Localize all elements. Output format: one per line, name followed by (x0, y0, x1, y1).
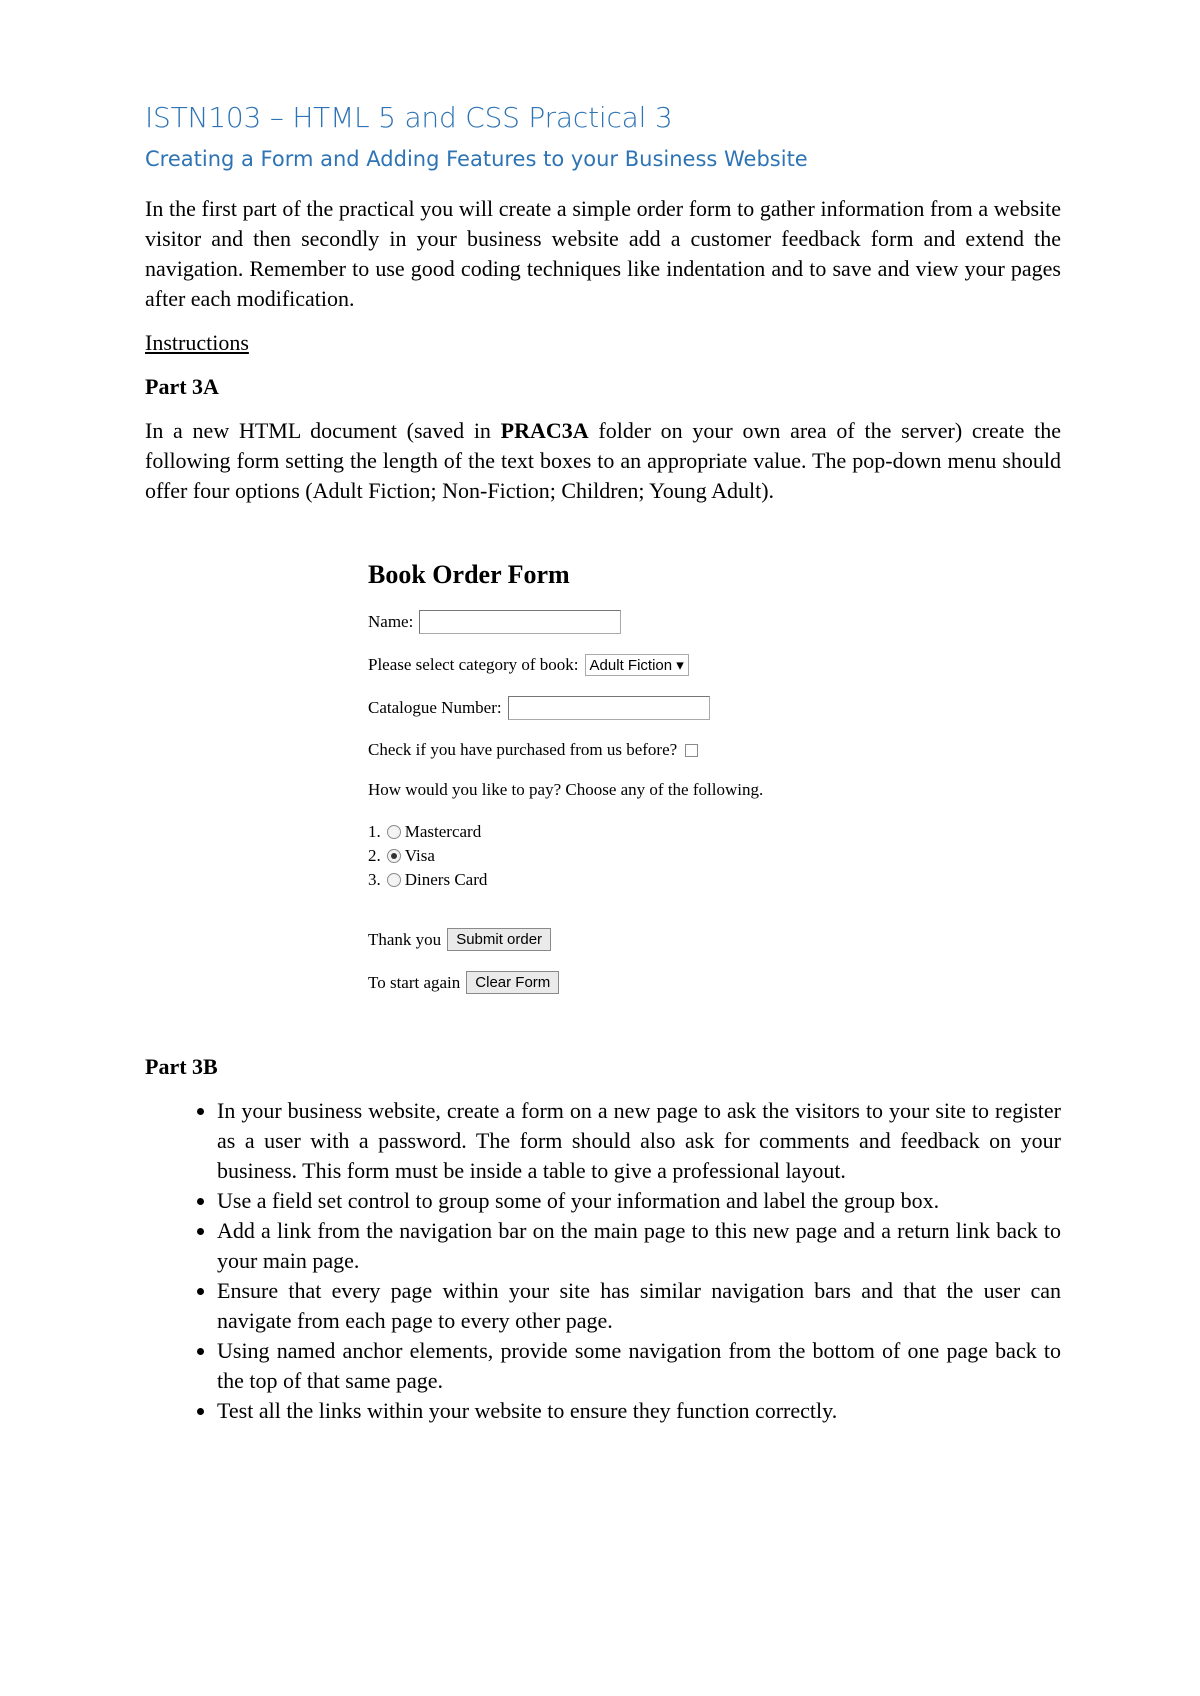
part-3a-heading: Part 3A (145, 373, 219, 399)
bullet-item: • Using named anchor elements, provide some navigation from the bottom of one page back to the top of that same page. (217, 1336, 1061, 1396)
part-3a-text-after: folder on your own area of the server) create the following form setting the length of the text boxes to an appropriate value. The pop-down menu should offer four options (Adult Fiction; Non-Fiction; Children; Young Adult). (145, 417, 1061, 503)
bullet-item: • Ensure that every page within your site has similar navigation bars and that the user can navigate from each page to every other page. (217, 1276, 1061, 1336)
part-3a-folder: PRAC3A (500, 417, 589, 443)
clear-row (368, 971, 888, 994)
part-3b-bullets (145, 1096, 1061, 1426)
payment-option (368, 820, 888, 844)
category-select-value: Adult Fiction (589, 657, 673, 674)
catalogue-label: Catalogue Number: (368, 698, 502, 717)
thank-label: Thank you (368, 929, 442, 949)
name-label: Name: (368, 612, 414, 631)
bullet-item: • In your business website, create a form on a new page to ask the visitors to your site to register as a user with a password. The form should also ask for comments and feedback on your business. This form must be inside a table to give a professional layout. (217, 1096, 1061, 1186)
payment-option-number: 2. (368, 846, 381, 865)
catalogue-textbox (508, 696, 710, 720)
radio-visa (387, 849, 401, 863)
document-subtitle: Creating a Form and Adding Features to your Business Website (145, 147, 808, 172)
sample-form-title: Book Order Form (368, 560, 570, 589)
payment-option (368, 868, 888, 892)
submit-order-button: Submit order (447, 928, 551, 951)
clear-form-button: Clear Form (466, 971, 559, 994)
radio-diners (387, 873, 401, 887)
category-label: Please select category of book: (368, 655, 579, 674)
part-3a-text-before: In a new HTML document (saved in (145, 417, 501, 443)
restart-label: To start again (368, 972, 461, 992)
name-textbox (419, 610, 621, 634)
document-page (145, 100, 1061, 506)
payment-option-number: 3. (368, 870, 381, 889)
pay-label: How would you like to pay? Choose any of the following. (368, 780, 764, 799)
part-3b-heading: Part 3B (145, 1054, 218, 1079)
pay-row (368, 780, 888, 800)
document-title: ISTN103 – HTML 5 and CSS Practical 3 (145, 101, 673, 134)
purchased-row (368, 740, 888, 760)
intro-paragraph: In the first part of the practical you will create a simple order form to gather information from a website visitor and then secondly in your business website add a customer feedback form and extend the navigation. Remember to use good coding techniques like indentation and to save and view your pages after each modification. (145, 195, 1061, 311)
dropdown-arrow-icon: ▾ (676, 657, 684, 674)
payment-option-number: 1. (368, 822, 381, 841)
purchased-checkbox (685, 744, 698, 757)
book-order-form-sample (368, 560, 888, 1014)
submit-row (368, 928, 888, 951)
bullet-item: • Use a field set control to group some of your information and label the group box. (217, 1186, 1061, 1216)
instructions-label: Instructions (145, 329, 249, 355)
part-3a-text (145, 416, 1061, 506)
category-row (368, 654, 888, 676)
name-row (368, 610, 888, 634)
payment-option-label: Visa (404, 846, 435, 865)
bullet-item: • Test all the links within your website to ensure they function correctly. (217, 1396, 1061, 1426)
catalogue-row (368, 696, 888, 720)
payment-options-list (368, 820, 888, 892)
radio-mastercard (387, 825, 401, 839)
bullet-item: • Add a link from the navigation bar on the main page to this new page and a return link back to your main page. (217, 1216, 1061, 1276)
payment-option (368, 844, 888, 868)
purchased-label: Check if you have purchased from us before? (368, 740, 678, 759)
payment-option-label: Mastercard (404, 822, 482, 841)
payment-option-label: Diners Card (404, 870, 488, 889)
part-3b-section (145, 1052, 1061, 1426)
category-select (585, 654, 689, 676)
